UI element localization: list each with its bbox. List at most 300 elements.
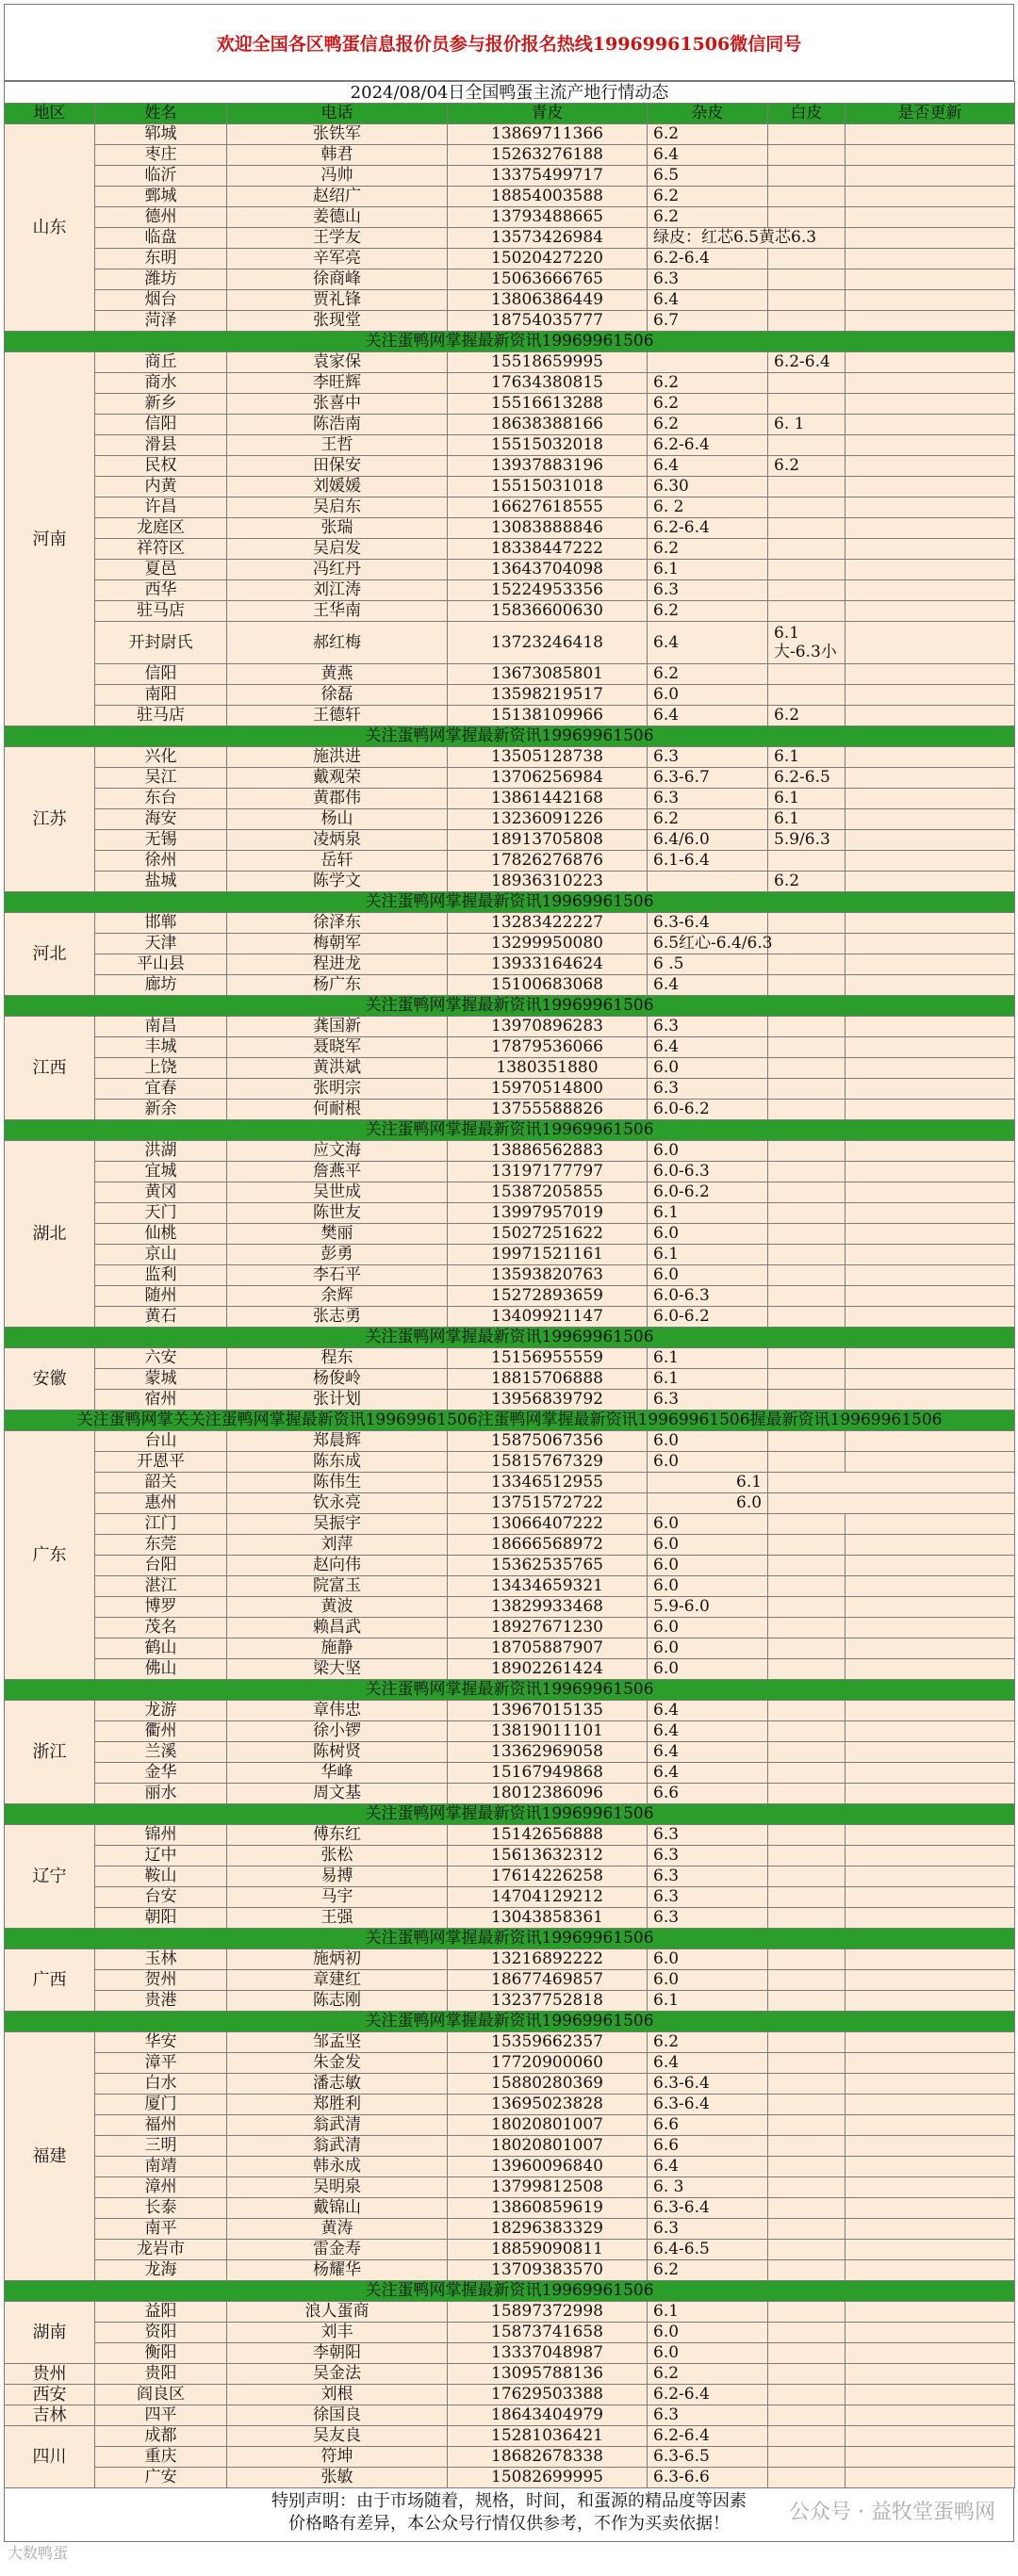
phone-cell: 15156955559 (448, 1348, 648, 1369)
phone-cell: 13643704098 (448, 560, 648, 580)
white-shell-cell (846, 1286, 1015, 1307)
phone-cell: 18643404979 (448, 2405, 648, 2426)
name-cell: 徐商峰 (227, 269, 448, 290)
mixed-shell-cell (768, 497, 846, 518)
mixed-shell-cell (768, 2219, 846, 2240)
green-shell-cell: 6.3 (648, 1017, 768, 1037)
city-cell: 随州 (95, 1286, 227, 1307)
mixed-shell-cell (768, 1618, 846, 1639)
city-cell: 南昌 (95, 1017, 227, 1037)
mixed-shell-cell (768, 1887, 846, 1908)
name-cell: 樊丽 (227, 1224, 448, 1245)
phone-cell: 14704129212 (448, 1887, 648, 1908)
name-cell: 袁家保 (227, 352, 448, 373)
city-cell: 商丘 (95, 352, 227, 373)
phone-cell: 13197177797 (448, 1162, 648, 1182)
phone-cell: 13083888846 (448, 518, 648, 539)
mixed-shell-cell (768, 2426, 846, 2447)
white-shell-cell (846, 456, 1015, 477)
white-shell-cell (846, 1514, 1015, 1535)
promo-banner: 关注蛋鸭网掌握最新资讯19969961506 (5, 1680, 1015, 1701)
city-cell: 徐州 (95, 851, 227, 872)
green-shell-cell: 6.0 (648, 1535, 768, 1556)
green-shell-cell: 6.3-6.4 (648, 913, 768, 934)
city-cell: 枣庄 (95, 145, 227, 166)
city-cell: 漳州 (95, 2177, 227, 2198)
city-cell: 六安 (95, 1348, 227, 1369)
green-shell-cell: 6.3 (648, 1867, 768, 1887)
white-shell-cell (846, 1535, 1015, 1556)
name-cell: 杨耀华 (227, 2260, 448, 2281)
table-row (5, 913, 1015, 934)
city-cell: 东明 (95, 249, 227, 269)
table-row (5, 2468, 1015, 2488)
city-cell: 重庆 (95, 2447, 227, 2468)
phone-cell: 13860859619 (448, 2198, 648, 2219)
city-cell: 内黄 (95, 477, 227, 497)
name-cell: 陈学文 (227, 872, 448, 892)
mixed-shell-cell (768, 1949, 846, 1970)
city-cell: 福州 (95, 2115, 227, 2136)
promo-banner: 关注蛋鸭网掌握最新资讯19969961506 (5, 332, 1015, 352)
white-shell-cell (846, 1079, 1015, 1100)
promo-banner-row (5, 2012, 1015, 2032)
region-cell: 浙江 (5, 1701, 95, 1804)
phone-cell: 15387205855 (448, 1182, 648, 1203)
white-shell-cell (846, 1245, 1015, 1265)
table-row (5, 1639, 1015, 1659)
name-cell: 詹燕平 (227, 1162, 448, 1182)
green-shell-cell: 6.0 (648, 2323, 768, 2343)
white-shell-cell (846, 1763, 1015, 1784)
mixed-shell-cell (768, 560, 846, 580)
mixed-shell-cell (768, 2198, 846, 2219)
city-cell: 仙桃 (95, 1224, 227, 1245)
city-cell: 信阳 (95, 415, 227, 435)
col-region: 地区 (5, 104, 95, 124)
mixed-shell-cell (768, 2115, 846, 2136)
white-shell-cell (846, 207, 1015, 228)
white-shell-cell (846, 1701, 1015, 1721)
white-shell-cell (846, 1639, 1015, 1659)
table-row (5, 1203, 1015, 1224)
city-cell: 龙游 (95, 1701, 227, 1721)
table-row (5, 830, 1015, 851)
region-cell: 四川 (5, 2426, 95, 2488)
mixed-shell-cell (768, 2260, 846, 2281)
mixed-shell-cell (768, 1141, 846, 1162)
phone-cell: 18020801007 (448, 2136, 648, 2157)
table-row (5, 1182, 1015, 1203)
table-row (5, 435, 1015, 456)
mixed-shell-cell (768, 1597, 846, 1618)
phone-cell: 18012386096 (448, 1784, 648, 1804)
white-shell-cell (846, 2198, 1015, 2219)
phone-cell: 13933164624 (448, 954, 648, 975)
phone-cell: 13573426984 (448, 228, 648, 249)
phone-cell: 15027251622 (448, 1224, 648, 1245)
city-cell: 长泰 (95, 2198, 227, 2219)
table-row (5, 394, 1015, 415)
city-cell: 白水 (95, 2074, 227, 2095)
mixed-shell-cell (768, 913, 846, 934)
name-cell: 徐磊 (227, 685, 448, 706)
green-shell-cell: 6.4 (648, 1037, 768, 1058)
name-cell: 王德轩 (227, 706, 448, 726)
city-cell: 龙海 (95, 2260, 227, 2281)
city-cell: 台阳 (95, 1556, 227, 1576)
city-cell: 新余 (95, 1100, 227, 1120)
mixed-shell-cell: 6.2-6.5 (768, 768, 846, 789)
mixed-shell-cell: 6.1 (768, 789, 846, 809)
table-row (5, 1162, 1015, 1182)
name-cell: 翁武清 (227, 2136, 448, 2157)
name-cell: 贾礼锋 (227, 290, 448, 311)
city-cell: 阎良区 (95, 2385, 227, 2405)
phone-cell: 13970896283 (448, 1017, 648, 1037)
green-shell-cell: 6.3-6.4 (648, 2095, 768, 2115)
white-shell-cell (846, 1618, 1015, 1639)
promo-banner-row (5, 2281, 1015, 2302)
price-sheet (4, 4, 1014, 2568)
green-shell-cell: 6.4 (648, 975, 768, 996)
table-row (5, 2157, 1015, 2177)
table-row (5, 1473, 1015, 1493)
city-cell: 驻马店 (95, 706, 227, 726)
name-cell: 马宇 (227, 1887, 448, 1908)
phone-cell: 15613632312 (448, 1846, 648, 1867)
city-cell: 广安 (95, 2468, 227, 2488)
phone-cell: 13829933468 (448, 1597, 648, 1618)
mixed-shell-cell (768, 664, 846, 685)
green-shell-cell: 6.2 (648, 2364, 768, 2385)
mixed-shell-cell (768, 1307, 846, 1328)
mixed-shell-cell (768, 1514, 846, 1535)
mixed-shell-cell (768, 1265, 846, 1286)
name-cell: 黄洪斌 (227, 1058, 448, 1079)
green-shell-cell: 6.2 (648, 2032, 768, 2053)
mixed-shell-cell (768, 249, 846, 269)
city-cell: 天津 (95, 934, 227, 954)
name-cell: 王哲 (227, 435, 448, 456)
table-row (5, 1763, 1015, 1784)
name-cell: 徐小锣 (227, 1721, 448, 1742)
phone-cell: 13673085801 (448, 664, 648, 685)
name-cell: 刘丰 (227, 2323, 448, 2343)
table-row (5, 1058, 1015, 1079)
green-shell-cell: 6.0 (648, 1659, 768, 1680)
phone-cell: 18859090811 (448, 2240, 648, 2260)
white-shell-cell (846, 2219, 1015, 2240)
phone-cell: 13806386449 (448, 290, 648, 311)
region-cell: 福建 (5, 2032, 95, 2281)
phone-cell: 15875067356 (448, 1431, 648, 1452)
region-cell: 安徽 (5, 1348, 95, 1410)
name-cell: 程进龙 (227, 954, 448, 975)
phone-cell: 13043858361 (448, 1908, 648, 1929)
phone-cell: 13799812508 (448, 2177, 648, 2198)
white-shell-cell (846, 789, 1015, 809)
city-cell: 上饶 (95, 1058, 227, 1079)
green-shell-cell: 6.4 (648, 1763, 768, 1784)
table-row (5, 851, 1015, 872)
table-row (5, 2136, 1015, 2157)
white-shell-cell (846, 1887, 1015, 1908)
phone-cell: 18338447222 (448, 539, 648, 560)
name-cell: 岳轩 (227, 851, 448, 872)
green-shell-cell: 6.3-6.6 (648, 2468, 768, 2488)
table-row (5, 1970, 1015, 1991)
white-shell-cell (846, 1452, 1015, 1473)
green-shell-cell: 5.9-6.0 (648, 1597, 768, 1618)
region-cell: 湖南 (5, 2302, 95, 2364)
green-shell-cell: 6.6 (648, 2136, 768, 2157)
name-cell: 邹孟坚 (227, 2032, 448, 2053)
name-cell: 余辉 (227, 1286, 448, 1307)
phone-cell: 13997957019 (448, 1203, 648, 1224)
promo-banner-row (5, 1680, 1015, 1701)
mixed-shell-cell: 6.2-6.4 (768, 352, 846, 373)
phone-cell: 15516613288 (448, 394, 648, 415)
green-shell-cell: 6.3 (648, 2405, 768, 2426)
city-cell: 宿州 (95, 1390, 227, 1410)
table-row (5, 2032, 1015, 2053)
table-row (5, 1556, 1015, 1576)
green-shell-cell: 6.2-6.4 (648, 435, 768, 456)
table-row (5, 954, 1015, 975)
region-cell: 西安 (5, 2385, 95, 2405)
name-cell: 韩君 (227, 145, 448, 166)
white-shell-cell (846, 664, 1015, 685)
mixed-shell-cell: 6.1 (768, 809, 846, 830)
green-shell-cell: 6.1 (648, 1203, 768, 1224)
name-cell: 赵绍广 (227, 187, 448, 207)
white-shell-cell (846, 2447, 1015, 2468)
city-cell: 玉林 (95, 1949, 227, 1970)
phone-cell: 13409921147 (448, 1307, 648, 1328)
mixed-shell-cell (768, 975, 846, 996)
city-cell: 资阳 (95, 2323, 227, 2343)
mixed-shell-cell (768, 2053, 846, 2074)
table-row (5, 1100, 1015, 1120)
table-row (5, 456, 1015, 477)
name-cell: 黄波 (227, 1597, 448, 1618)
mixed-shell-cell (768, 1245, 846, 1265)
city-cell: 东莞 (95, 1535, 227, 1556)
phone-cell: 15359662357 (448, 2032, 648, 2053)
white-shell-cell (846, 830, 1015, 851)
white-shell-cell (846, 2385, 1015, 2405)
green-shell-cell: 6.4 (648, 706, 768, 726)
white-shell-cell (846, 1867, 1015, 1887)
col-white-shell: 白皮 (768, 104, 846, 124)
city-cell: 湛江 (95, 1576, 227, 1597)
hotline-text: 欢迎全国各区鸭蛋信息报价员参与报价报名热线19969961506微信同号 (216, 33, 802, 55)
table-row (5, 352, 1015, 373)
phone-cell: 13346512955 (448, 1473, 648, 1493)
mixed-shell-cell (768, 1659, 846, 1680)
city-cell: 夏邑 (95, 560, 227, 580)
phone-cell: 15897372998 (448, 2302, 648, 2323)
phone-cell: 13956839792 (448, 1390, 648, 1410)
white-shell-cell (846, 685, 1015, 706)
phone-cell: 18638388166 (448, 415, 648, 435)
city-cell: 佛山 (95, 1659, 227, 1680)
mixed-shell-cell (768, 269, 846, 290)
phone-cell: 13598219517 (448, 685, 648, 706)
name-cell: 何耐根 (227, 1100, 448, 1120)
table-row (5, 311, 1015, 332)
city-cell: 兴化 (95, 747, 227, 768)
city-cell: 惠州 (95, 1493, 227, 1514)
city-cell: 博罗 (95, 1597, 227, 1618)
green-shell-cell: 6.6 (648, 2115, 768, 2136)
city-cell: 蒙城 (95, 1369, 227, 1390)
name-cell: 韩永成 (227, 2157, 448, 2177)
table-row (5, 1017, 1015, 1037)
name-cell: 王强 (227, 1908, 448, 1929)
region-cell: 广东 (5, 1431, 95, 1680)
white-shell-cell (846, 1659, 1015, 1680)
name-cell: 赖昌武 (227, 1618, 448, 1639)
mixed-shell-cell (768, 1908, 846, 1929)
white-shell-cell (846, 1265, 1015, 1286)
name-cell: 龚国新 (227, 1017, 448, 1037)
white-shell-cell (846, 2323, 1015, 2343)
promo-banner-row (5, 1804, 1015, 1825)
table-row (5, 1307, 1015, 1328)
price-cell (736, 1473, 1015, 1493)
green-shell-cell: 6.3-6.5 (648, 2447, 768, 2468)
mixed-shell-cell (768, 1825, 846, 1846)
city-cell: 宜城 (95, 1162, 227, 1182)
phone-cell: 15100683068 (448, 975, 648, 996)
name-cell: 冯红丹 (227, 560, 448, 580)
name-cell: 吴世成 (227, 1182, 448, 1203)
mixed-shell-cell (768, 1017, 846, 1037)
mixed-shell-cell (768, 851, 846, 872)
white-shell-cell (846, 228, 1015, 249)
phone-cell: 15142656888 (448, 1825, 648, 1846)
name-cell: 吴启发 (227, 539, 448, 560)
name-cell: 周文基 (227, 1784, 448, 1804)
mixed-shell-cell (768, 601, 846, 622)
green-shell-cell: 6.1 (648, 1348, 768, 1369)
white-shell-cell (846, 1203, 1015, 1224)
name-cell: 章伟忠 (227, 1701, 448, 1721)
city-cell: 驻马店 (95, 601, 227, 622)
city-cell: 郓城 (95, 124, 227, 145)
white-shell-cell (846, 2426, 1015, 2447)
name-cell: 钦永亮 (227, 1493, 448, 1514)
green-shell-cell: 6.2-6.4 (648, 2426, 768, 2447)
phone-cell: 13706256984 (448, 768, 648, 789)
mixed-shell-cell (768, 2343, 846, 2364)
phone-cell: 18854003588 (448, 187, 648, 207)
name-cell: 郑胜利 (227, 2095, 448, 2115)
name-cell: 雷金寿 (227, 2240, 448, 2260)
phone-cell: 15224953356 (448, 580, 648, 601)
name-cell: 杨山 (227, 809, 448, 830)
city-cell: 辽中 (95, 1846, 227, 1867)
mixed-shell-cell (768, 1535, 846, 1556)
table-row (5, 249, 1015, 269)
name-cell: 陈世友 (227, 1203, 448, 1224)
col-name: 姓名 (95, 104, 227, 124)
table-row (5, 664, 1015, 685)
mixed-shell-cell (768, 1784, 846, 1804)
phone-cell: 17879536066 (448, 1037, 648, 1058)
white-shell-cell (846, 1949, 1015, 1970)
city-cell: 吴江 (95, 768, 227, 789)
white-shell-cell (846, 1141, 1015, 1162)
table-row (5, 1991, 1015, 2012)
city-cell: 台山 (95, 1431, 227, 1452)
white-shell-cell (846, 2074, 1015, 2095)
name-cell: 聂晓军 (227, 1037, 448, 1058)
promo-banner: 关注蛋鸭网掌握最新资讯19969961506 (5, 1328, 1015, 1348)
table-row (5, 2385, 1015, 2405)
phone-cell: 18705887907 (448, 1639, 648, 1659)
name-cell: 刘根 (227, 2385, 448, 2405)
name-cell: 张明宗 (227, 1079, 448, 1100)
mixed-shell-cell (768, 539, 846, 560)
table-row (5, 1286, 1015, 1307)
table-row (5, 934, 1015, 954)
mixed-shell-cell (768, 1390, 846, 1410)
mixed-shell-cell (768, 1100, 846, 1120)
white-shell-cell (846, 1784, 1015, 1804)
green-shell-cell: 6.0 (648, 1949, 768, 1970)
white-shell-cell (846, 477, 1015, 497)
mixed-shell-cell (768, 934, 846, 954)
name-cell: 梁大坚 (227, 1659, 448, 1680)
city-cell: 海安 (95, 809, 227, 830)
white-shell-cell (846, 2095, 1015, 2115)
watermark-right: 公众号 · 益牧堂蛋鸭网 (789, 2501, 995, 2524)
white-shell-cell (846, 1742, 1015, 1763)
mixed-shell-cell (768, 2447, 846, 2468)
city-cell: 成都 (95, 2426, 227, 2447)
mixed-shell-cell (768, 1867, 846, 1887)
city-cell: 四平 (95, 2405, 227, 2426)
name-cell: 姜德山 (227, 207, 448, 228)
phone-cell: 13755588826 (448, 1100, 648, 1120)
name-cell: 辛军亮 (227, 249, 448, 269)
name-cell: 彭勇 (227, 1245, 448, 1265)
col-green-shell: 青皮 (448, 104, 648, 124)
phone-cell: 19971521161 (448, 1245, 648, 1265)
green-shell-cell: 6.2 (648, 664, 768, 685)
promo-banner: 关注蛋鸭网掌关关注蛋鸭网掌握最新资讯19969961506注蛋鸭网掌握最新资讯19969961506握最新资讯19969961506 (5, 1410, 1015, 1431)
table-title: 2024/08/04日全国鸭蛋主流产地行情动态 (5, 82, 1015, 104)
white-shell-cell (846, 1182, 1015, 1203)
white-shell-cell (846, 1991, 1015, 2012)
table-row (5, 2426, 1015, 2447)
name-cell: 赵向伟 (227, 1556, 448, 1576)
mixed-shell-cell (768, 435, 846, 456)
phone-cell: 13967015135 (448, 1701, 648, 1721)
mixed-shell-cell (768, 2136, 846, 2157)
phone-cell: 13095788136 (448, 2364, 648, 2385)
mixed-shell-cell (768, 2468, 846, 2488)
phone-cell: 13937883196 (448, 456, 648, 477)
name-cell: 冯帅 (227, 166, 448, 187)
green-shell-cell: 6.3 (648, 747, 768, 768)
green-shell-cell: 6.0-6.3 (648, 1162, 768, 1182)
mixed-shell-cell (768, 2074, 846, 2095)
table-row (5, 2177, 1015, 2198)
